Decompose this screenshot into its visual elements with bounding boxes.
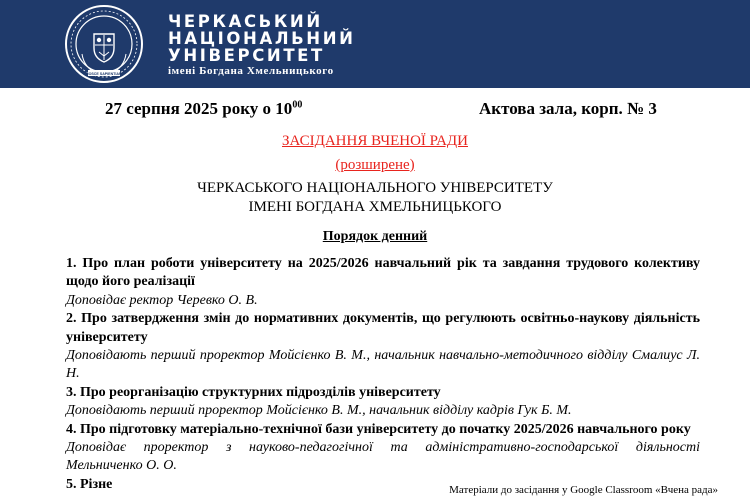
agenda-item-1-speaker: Доповідає ректор Черевко О. В.	[66, 292, 258, 308]
agenda-item-2-title: 2. Про затвердження змін до нормативних документів, що регулюють освітньо-наукову діяльність університету	[66, 311, 700, 345]
agenda-item-1-title: 1. Про план роботи університету на 2025/2026 навчальний рік та завдання трудового колективу щодо його реалізації	[66, 256, 700, 290]
materials-footnote: Матеріали до засідання у Google Classroom «Вчена рада»	[449, 484, 718, 496]
meeting-title: ЗАСІДАННЯ ВЧЕНОЇ РАДИ	[282, 133, 468, 149]
university-name-line3: УНІВЕРСИТЕТ	[168, 46, 325, 65]
agenda-item-4-speaker-line1: Доповідає проректор з науково-педагогічної та адміністративно-господарської діяльності	[66, 440, 700, 456]
agenda-heading: Порядок денний	[322, 229, 428, 244]
meeting-time-superscript: 00	[292, 99, 303, 111]
university-genitive-line1: ЧЕРКАСЬКОГО НАЦІОНАЛЬНОГО УНІВЕРСИТЕТУ	[197, 180, 553, 196]
university-emblem-icon	[64, 4, 144, 84]
meeting-date	[105, 99, 302, 119]
meeting-date-text: 27 серпня 2025 року о 10	[105, 99, 293, 118]
agenda-item-3-title: 3. Про реорганізацію структурних підрозділів університету	[66, 384, 441, 400]
agenda-list	[66, 255, 700, 494]
meeting-place: Актова зала, корп. № 3	[479, 99, 657, 118]
university-genitive-line2: ІМЕНІ БОГДАНА ХМЕЛЬНИЦЬКОГО	[248, 199, 502, 215]
university-name-line2: НАЦІОНАЛЬНИЙ	[168, 29, 356, 48]
university-name	[168, 13, 356, 78]
meeting-subtitle: (розширене)	[335, 157, 415, 173]
university-name-line4: імені Богдана Хмельницького	[168, 65, 334, 77]
agenda-item-4-title: 4. Про підготовку матеріально-технічної бази університету до початку 2025/2026 навчального року	[66, 421, 691, 437]
university-name-line1: ЧЕРКАСЬКИЙ	[168, 12, 323, 31]
university-header	[0, 0, 750, 88]
emblem-motto: ROSCE SAPIENTIAM	[86, 72, 122, 76]
agenda-item-3-speaker: Доповідають перший проректор Мойсієнко В. М., начальник відділу кадрів Гук Б. М.	[66, 403, 572, 419]
agenda-item-4-speaker-line2: Мельниченко О. О.	[66, 458, 177, 474]
agenda-item-5-title: 5. Різне	[66, 476, 113, 492]
agenda-item-2-speaker: Доповідають перший проректор Мойсієнко В. М., начальник навчально-методичного відділу Смалиус Л. Н.	[66, 348, 700, 382]
